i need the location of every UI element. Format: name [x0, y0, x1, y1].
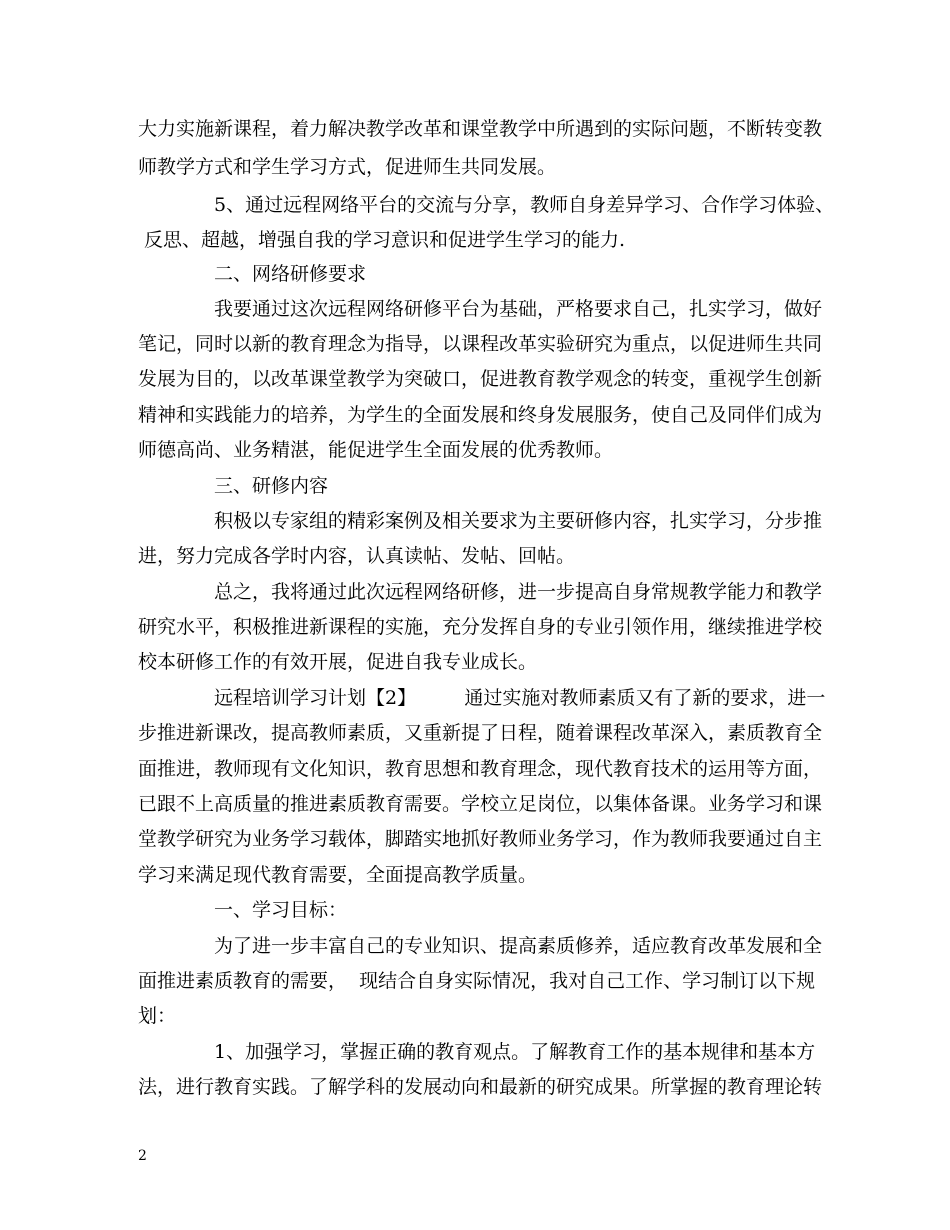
- text-line: 积极以专家组的精彩案例及相关要求为主要研修内容，扎实学习，分步推: [214, 510, 823, 532]
- page-number: 2: [138, 1148, 147, 1164]
- text-line: 学习来满足现代教育需要，全面提高教学质量。: [138, 864, 538, 886]
- text-line: 面推进，教师现有文化知识，教育思想和教育理念，现代教育技术的运用等方面，: [138, 758, 823, 780]
- section-heading: 三、研修内容: [214, 475, 329, 497]
- text-line: 师教学方式和学生学习方式，促进师生共同发展。: [138, 156, 557, 178]
- section-heading: 一、学习目标：: [214, 899, 348, 921]
- text-line: 面推进素质教育的需要， 现结合自身实际情况，我对自己工作、学习制订以下规: [138, 970, 816, 992]
- text-line: 发展为目的，以改革课堂教学为突破口，促进教育教学观念的转变，重视学生创新: [138, 368, 823, 390]
- text-line: 步推进新课改，提高教师素质，又重新提了日程，随着课程改革深入，素质教育全: [138, 722, 823, 744]
- text-line: 反思、超越，增强自我的学习意识和促进学生学习的能力.: [138, 229, 626, 251]
- text-line: 研究水平，积极推进新课程的实施，充分发挥自身的专业引领作用，继续推进学校: [138, 616, 823, 638]
- text-line: 5、通过远程网络平台的交流与分享，教师自身差异学习、合作学习体验、: [214, 194, 835, 216]
- text-line: 师德高尚、业务精湛，能促进学生全面发展的优秀教师。: [138, 439, 614, 461]
- text-line: 校本研修工作的有效开展，促进自我专业成长。: [138, 651, 538, 673]
- section-heading: 二、网络研修要求: [214, 263, 367, 285]
- text-line: 为了进一步丰富自己的专业知识、提高素质修养，适应教育改革发展和全: [214, 935, 823, 957]
- text-line: 划：: [138, 1005, 177, 1027]
- text-line: 精神和实践能力的培养，为学生的全面发展和终身发展服务，使自己及同伴们成为: [138, 404, 823, 426]
- text-line: 远程培训学习计划【2】 通过实施对教师素质又有了新的要求，进一: [214, 687, 826, 709]
- text-line: 法，进行教育实践。了解学科的发展动向和最新的研究成果。所掌握的教育理论转: [138, 1076, 823, 1098]
- text-line: 总之，我将通过此次远程网络研修，进一步提高自身常规教学能力和教学: [214, 581, 823, 603]
- text-line: 我要通过这次远程网络研修平台为基础，严格要求自己，扎实学习，做好: [214, 298, 823, 320]
- text-line: 1、加强学习，掌握正确的教育观点。了解教育工作的基本规律和基本方: [214, 1041, 816, 1063]
- text-line: 大力实施新课程，着力解决教学改革和课堂教学中所遇到的实际问题，不断转变教: [138, 118, 823, 140]
- text-line: 进，努力完成各学时内容，认真读帖、发帖、回帖。: [138, 545, 576, 567]
- text-line: 笔记，同时以新的教育理念为指导，以课程改革实验研究为重点，以促进师生共同: [138, 333, 823, 355]
- text-line: 已跟不上高质量的推进素质教育需要。学校立足岗位，以集体备课。业务学习和课: [138, 793, 823, 815]
- text-line: 堂教学研究为业务学习载体，脚踏实地抓好教师业务学习，作为教师我要通过自主: [138, 828, 823, 850]
